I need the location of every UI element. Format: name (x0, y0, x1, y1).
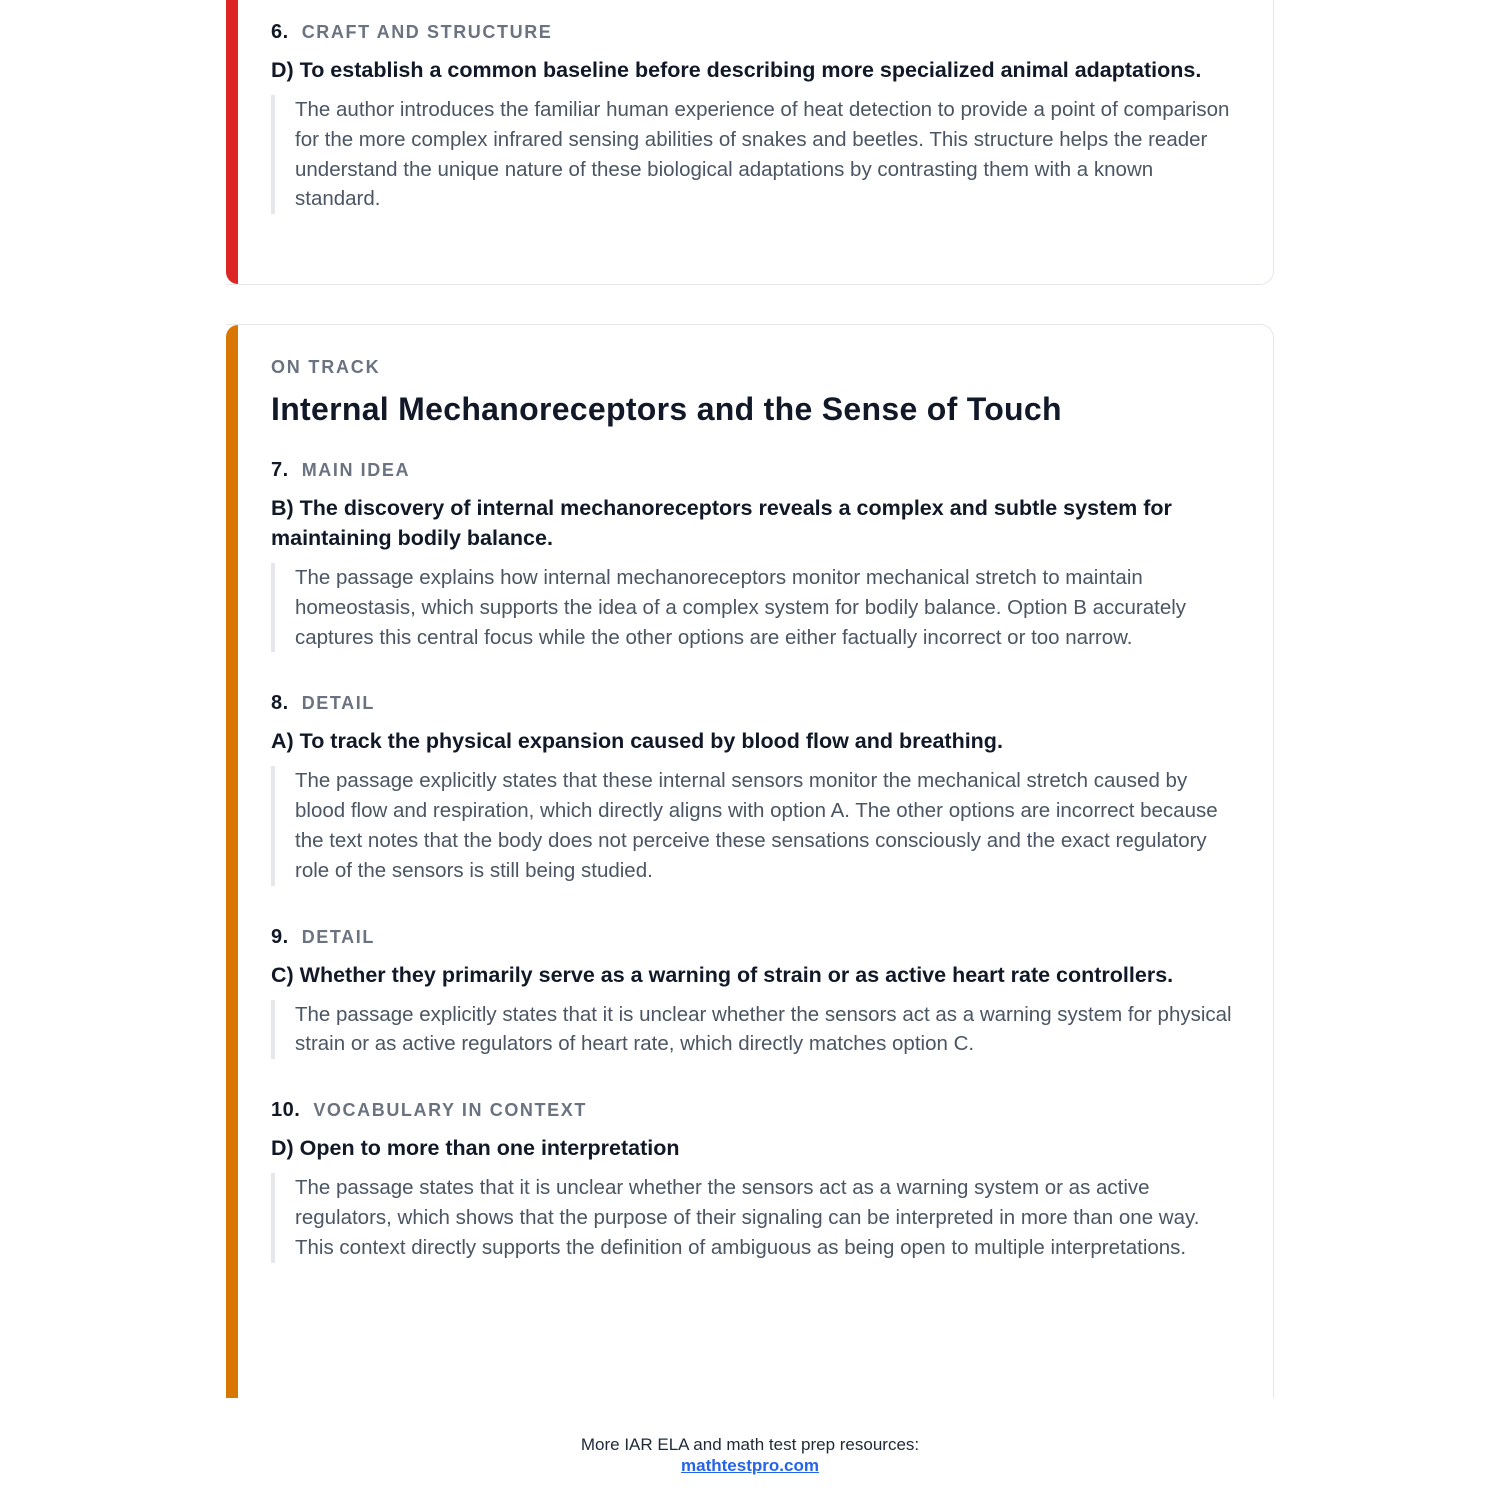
answer-explanation: The passage explains how internal mechanoreceptors monitor mechanical stretch to maintain homeostasis, which supports the idea of a complex system for bodily balance. Option B accurately captures this central focus while the other options are either factually incorrect or too narrow. (271, 563, 1243, 652)
card-content (271, 21, 1243, 214)
answer-explanation: The passage explicitly states that these internal sensors monitor the mechanical stretch caused by blood flow and respiration, which directly aligns with option A. The other options are incorrect because the text notes that the body does not perceive these sensations consciously and the exact regulatory role of the sensors is still being studied. (271, 766, 1243, 885)
question-item (271, 926, 1243, 1060)
section-status-label: ON TRACK (271, 357, 381, 377)
question-item (271, 1099, 1243, 1262)
question-header (271, 1099, 1243, 1121)
correct-answer: C) Whether they primarily serve as a warning of strain or as active heart rate controllers. (271, 962, 1174, 987)
question-item (271, 692, 1243, 885)
answer-card-section-1 (226, 0, 1274, 285)
question-number: 9. (271, 925, 289, 948)
question-header (271, 21, 1243, 43)
question-type: DETAIL (301, 926, 375, 947)
question-number: 7. (271, 459, 289, 481)
passage-title: Internal Mechanoreceptors and the Sense of Touch (271, 391, 1062, 427)
answer-explanation: The passage explicitly states that it is unclear whether the sensors act as a warning system for physical strain or as active regulators of heart rate, which directly matches option C. (271, 1000, 1243, 1060)
status-bar-red (226, 0, 238, 284)
question-number: 6. (271, 21, 289, 43)
question-number: 8. (271, 692, 289, 715)
answer-explanation: The author introduces the familiar human experience of heat detection to provide a point of comparison for the more complex infrared sensing abilities of snakes and beetles. This structure helps the reader understand the unique nature of these biological adaptations by contrasting them with a known standard. (271, 95, 1243, 214)
question-header (271, 926, 1243, 948)
card-content (271, 357, 1243, 1303)
correct-answer: A) To track the physical expansion caused by blood flow and breathing. (271, 729, 1003, 754)
correct-answer: D) To establish a common baseline before describing more specialized animal adaptations. (271, 58, 1202, 82)
correct-answer: B) The discovery of internal mechanoreceptors reveals a complex and subtle system for maintaining bodily balance. (271, 496, 1172, 550)
footer-link[interactable]: mathtestpro.com (681, 1456, 819, 1475)
question-number: 10. (271, 1099, 301, 1122)
question-header (271, 459, 1243, 481)
question-type: CRAFT AND STRUCTURE (301, 22, 553, 42)
question-header (271, 692, 1243, 714)
correct-answer: D) Open to more than one interpretation (271, 1136, 680, 1161)
footer-text: More IAR ELA and math test prep resources: (580, 1435, 920, 1454)
question-type: VOCABULARY IN CONTEXT (313, 1100, 587, 1121)
answer-card-section-2 (226, 324, 1274, 1398)
question-item (271, 21, 1243, 214)
footer (0, 1434, 1500, 1476)
answer-explanation: The passage states that it is unclear whether the sensors act as a warning system or as active regulators, which shows that the purpose of their signaling can be interpreted in more than one way. This context directly supports the definition of ambiguous as being open to multiple interpretations. (271, 1173, 1243, 1262)
status-bar-orange (226, 325, 238, 1398)
question-item (271, 459, 1243, 652)
question-type: DETAIL (301, 693, 375, 714)
question-type: MAIN IDEA (301, 460, 411, 480)
